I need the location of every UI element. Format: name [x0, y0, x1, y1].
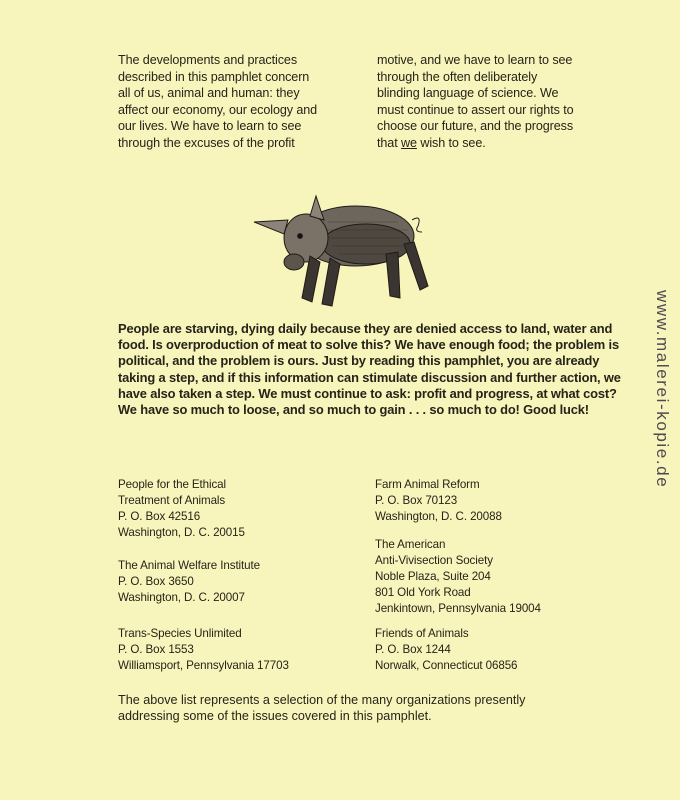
- intro-right-text-end: wish to see.: [416, 135, 486, 150]
- address-animal-welfare-institute: The Animal Welfare Institute P. O. Box 3650 Washington, D. C. 20007: [118, 559, 260, 604]
- address-american-anti-vivisection-society: The American Anti-Vivisection Society Noble Plaza, Suite 204 801 Old York Road Jenkintown, Pennsylvania 19004: [375, 538, 541, 615]
- appeal-paragraph: People are starving, dying daily because they are denied access to land, water and food. Is overproduction of meat to solve this? We have enough food; the problem is political, and the problem is ours. Just by reading this pamphlet, you are already taking a step, and if this information can stimulate discussion and further action, we have also taken a step. We must continue to ask: profit and progress, at what cost? We have so much to loose, and so much to gain . . . so much to do! Good luck!: [118, 321, 621, 418]
- address-farm-animal-reform: Farm Animal Reform P. O. Box 70123 Washington, D. C. 20088: [375, 478, 502, 523]
- address-peta: People for the Ethical Treatment of Animals P. O. Box 42516 Washington, D. C. 20015: [118, 478, 245, 539]
- watermark-url: www.malerei-kopie.de: [653, 290, 672, 489]
- intro-right-column: [377, 52, 627, 152]
- address-trans-species-unlimited: Trans-Species Unlimited P. O. Box 1553 Williamsport, Pennsylvania 17703: [118, 627, 289, 672]
- address-friends-of-animals: Friends of Animals P. O. Box 1244 Norwalk, Connecticut 06856: [375, 627, 518, 672]
- pig-illustration: [248, 186, 432, 314]
- intro-left-column: The developments and practices described in this pamphlet concern all of us, animal and human: they affect our economy, our ecology and our lives. We have to learn to see through the excuses of the profit: [118, 53, 318, 150]
- intro-right-emphasis: we: [401, 135, 417, 150]
- intro-right-text: motive, and we have to learn to see through the often deliberately blinding language of science. We must continue to assert our rights to choose our future, and the progress that: [377, 53, 574, 150]
- closing-note: The above list represents a selection of the many organizations presently addressing some of the issues covered in this pamphlet.: [118, 693, 526, 724]
